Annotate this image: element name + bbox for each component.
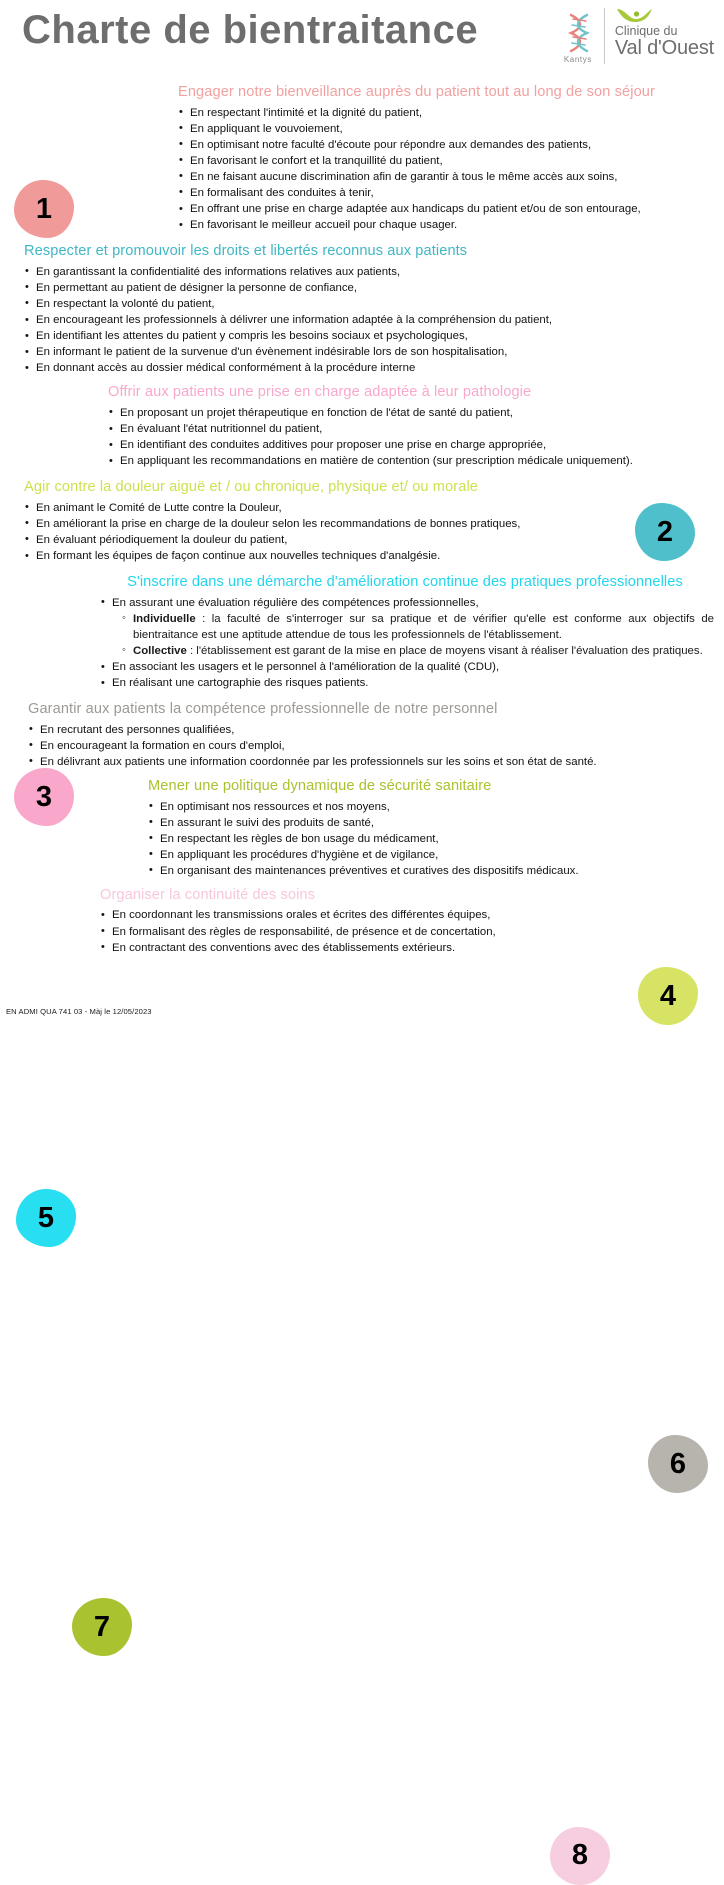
badge-5-number: 5 [37, 1201, 55, 1234]
list-item: • En respectant l'intimité et la dignité du patient, [178, 105, 696, 121]
badge-6-number: 6 [669, 1447, 687, 1480]
section-6-heading: Garantir aux patients la compétence professionnelle de notre personnel [28, 701, 498, 718]
list-item: • En délivrant aux patients une information coordonnée par les professionnels sur les soins et son état de santé. [28, 754, 644, 770]
list-item: • En réalisant une cartographie des risques patients. [100, 675, 714, 691]
badge-8-number: 8 [571, 1839, 589, 1872]
list-item: • En recrutant des personnes qualifiées, [28, 722, 644, 738]
page-title: Charte de bientraitance [22, 8, 479, 52]
list-item: • En assurant une évaluation régulière des compétences professionnelles, [100, 595, 714, 611]
section-7-heading: Mener une politique dynamique de sécurité sanitaire [148, 778, 492, 794]
list-item: • En animant le Comité de Lutte contre la Douleur, [24, 500, 604, 516]
section-4-heading: Agir contre la douleur aiguë et / ou chronique, physique et/ ou morale [24, 479, 479, 496]
badge-1 [14, 180, 74, 238]
section-5-heading: S'inscrire dans une démarche d'amélioration continue des pratiques professionnelles [127, 574, 683, 591]
clinique-line-2: Val d'Ouest [614, 37, 714, 60]
section-1-bullets [178, 105, 696, 234]
list-item: • En associant les usagers et le personnel à l'amélioration de la qualité (CDU), [100, 659, 714, 675]
sub-list-item [122, 611, 714, 643]
section-4-bullets [24, 500, 604, 564]
list-item: • En appliquant le vouvoiement, [178, 121, 696, 137]
list-item: • En ne faisant aucune discrimination afin de garantir à tous le même accès aux soins, [178, 169, 696, 185]
dna-helix-icon [561, 12, 595, 54]
section-3-bullets [108, 405, 704, 469]
list-item: • En donnant accès au dossier médical conformément à la procédure interne [24, 360, 574, 376]
sub-list-item [122, 643, 714, 659]
section-3-heading: Offrir aux patients une prise en charge adaptée à leur pathologie [108, 384, 532, 401]
badge-7 [72, 1598, 132, 1656]
list-item: • En identifiant des conduites additives pour proposer une prise en charge appropriée, [108, 437, 704, 453]
document-header [0, 0, 724, 72]
section-2-bullets [24, 264, 574, 377]
sub-list-item-label: Individuelle [133, 612, 196, 625]
list-item: • En assurant le suivi des produits de santé, [148, 815, 704, 831]
list-item: • En évaluant l'état nutritionnel du patient, [108, 421, 704, 437]
badge-6 [648, 1435, 708, 1493]
section-5-bullets-tail [100, 659, 714, 691]
kantys-logo [561, 8, 605, 64]
badge-5 [16, 1189, 76, 1247]
list-item: • En respectant la volonté du patient, [24, 296, 574, 312]
list-item: • En formalisant des règles de responsabilité, de présence et de concertation, [100, 924, 584, 940]
sub-list-item-text: : l'établissement est garant de la mise en place de moyens visant à réaliser l'évaluation des pratiques. [186, 644, 703, 657]
badge-7-number: 7 [93, 1610, 111, 1643]
leaf-swoosh-icon [615, 8, 714, 23]
section-2-heading: Respecter et promouvoir les droits et libertés reconnus aux patients [24, 243, 468, 260]
list-item: • En identifiant les attentes du patient y compris les besoins sociaux et psychologiques, [24, 328, 574, 344]
clinique-val-douest-logo [605, 8, 714, 59]
section-5-bullets [100, 595, 714, 611]
badge-2-number: 2 [656, 515, 674, 548]
badge-4 [638, 967, 698, 1025]
section-1-heading: Engager notre bienveillance auprès du patient tout au long de son séjour [178, 84, 655, 100]
list-item: • En contractant des conventions avec des établissements extérieurs. [100, 940, 584, 956]
logo-block [561, 8, 714, 64]
list-item: • En optimisant nos ressources et nos moyens, [148, 799, 704, 815]
list-item: • En organisant des maintenances préventives et curatives des dispositifs médicaux. [148, 863, 704, 879]
list-item: • En encourageant la formation en cours d'emploi, [28, 738, 644, 754]
badge-3-number: 3 [35, 780, 53, 813]
list-item: • En offrant une prise en charge adaptée aux handicaps du patient et/ou de son entourage, [178, 201, 696, 217]
list-item: • En favorisant le confort et la tranquillité du patient, [178, 153, 696, 169]
badge-4-number: 4 [659, 979, 677, 1012]
kantys-wordmark: Kantys [563, 55, 592, 64]
badge-8 [550, 1827, 610, 1885]
section-8-bullets [100, 907, 584, 955]
list-item: • En formalisant des conduites à tenir, [178, 185, 696, 201]
list-item: • En informant le patient de la survenue d'un évènement indésirable lors de son hospitalisation, [24, 344, 574, 360]
list-item: • En favorisant le meilleur accueil pour chaque usager. [178, 217, 696, 233]
sub-list-item-text: : la faculté de s'interroger sur sa pratique et de vérifier qu'elle est conforme aux objectifs de bientraitance est une aptitude attendue de tous les professionnels de l'établissement. [133, 612, 714, 641]
section-5-subbullets [100, 611, 714, 659]
list-item: • En permettant au patient de désigner la personne de confiance, [24, 280, 574, 296]
section-8-heading: Organiser la continuité des soins [100, 886, 316, 903]
list-item: • En proposant un projet thérapeutique en fonction de l'état de santé du patient, [108, 405, 704, 421]
badge-1-number: 1 [35, 192, 53, 225]
list-item: • En évaluant périodiquement la douleur du patient, [24, 532, 604, 548]
sub-list-item-label: Collective [133, 644, 187, 657]
section-6-bullets [28, 722, 644, 770]
footer-reference: EN ADMI QUA 741 03 - Màj le 12/05/2023 [6, 1007, 152, 1016]
list-item: • En garantissant la confidentialité des informations relatives aux patients, [24, 264, 574, 280]
list-item: • En optimisant notre faculté d'écoute pour répondre aux demandes des patients, [178, 137, 696, 153]
section-1 [0, 72, 724, 233]
section-7-bullets [148, 799, 704, 879]
list-item: • En respectant les règles de bon usage du médicament, [148, 831, 704, 847]
list-item: • En formant les équipes de façon continue aux nouvelles techniques d'analgésie. [24, 548, 604, 564]
list-item: • En améliorant la prise en charge de la douleur selon les recommandations de bonnes pratiques, [24, 516, 604, 532]
list-item: • En coordonnant les transmissions orales et écrites des différentes équipes, [100, 907, 584, 923]
list-item: • En appliquant les procédures d'hygiène et de vigilance, [148, 847, 704, 863]
list-item: • En encourageant les professionnels à délivrer une information adaptée à la compréhension du patient, [24, 312, 574, 328]
list-item: • En appliquant les recommandations en matière de contention (sur prescription médicale uniquement). [108, 453, 704, 469]
clinique-line-1: Clinique du [614, 24, 678, 38]
